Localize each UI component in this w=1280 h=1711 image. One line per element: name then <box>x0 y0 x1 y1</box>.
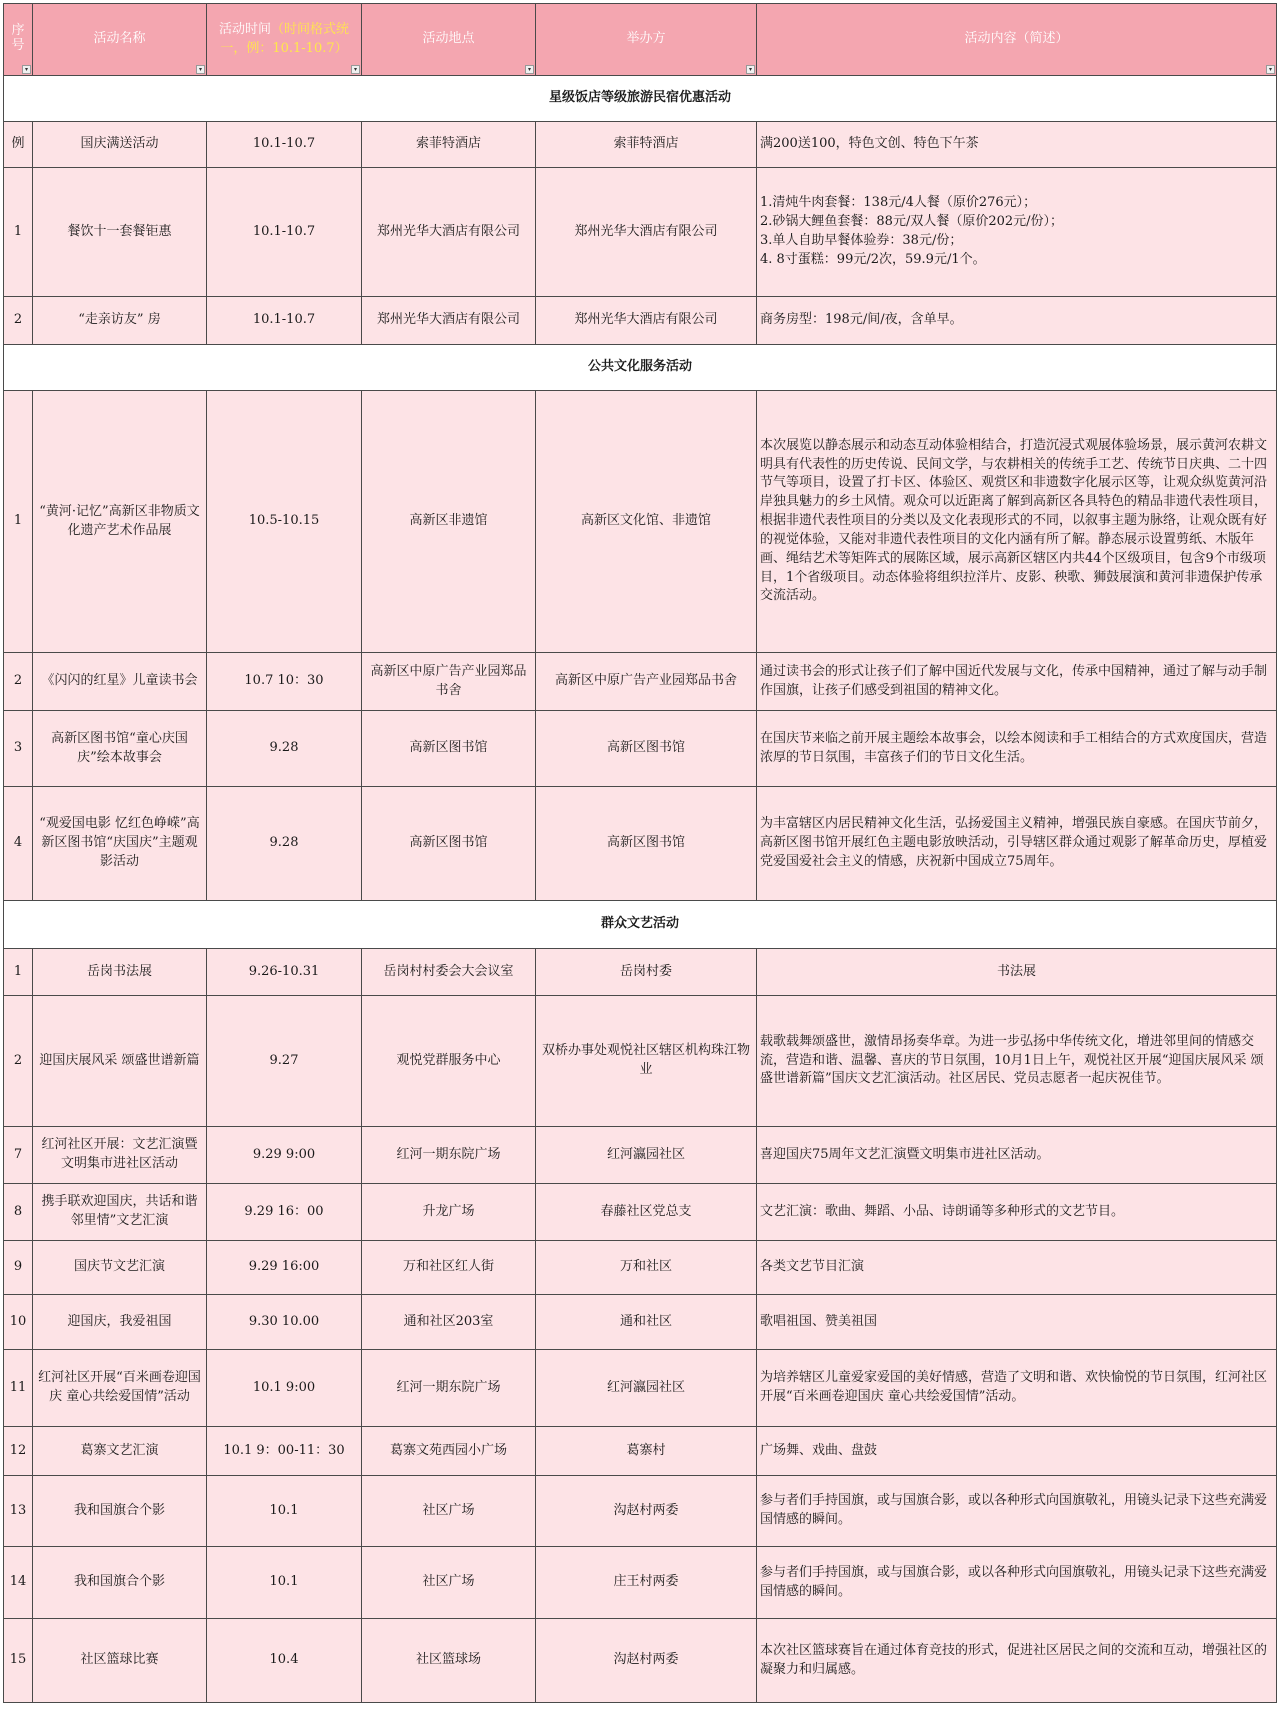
cell-seq: 10 <box>4 1295 33 1350</box>
cell-place: 高新区非遗馆 <box>362 391 536 653</box>
cell-host: 沟赵村两委 <box>536 1619 757 1703</box>
cell-content: 文艺汇演：歌曲、舞蹈、小品、诗朗诵等多种形式的文艺节目。 <box>757 1184 1277 1241</box>
table-row <box>4 787 1277 901</box>
cell-time: 10.1-10.7 <box>207 122 362 168</box>
cell-name: 我和国旗合个影 <box>33 1476 207 1547</box>
cell-host: 郑州光华大酒店有限公司 <box>536 297 757 345</box>
cell-host: 通和社区 <box>536 1295 757 1350</box>
cell-place: 红河一期东院广场 <box>362 1127 536 1184</box>
cell-place: 郑州光华大酒店有限公司 <box>362 297 536 345</box>
table-row <box>4 1350 1277 1427</box>
cell-place: 观悦党群服务中心 <box>362 996 536 1127</box>
cell-name: “黄河·记忆”高新区非物质文化遗产艺术作品展 <box>33 391 207 653</box>
table-row <box>4 1619 1277 1703</box>
cell-name: 携手联欢迎国庆，共话和谐邻里情”文艺汇演 <box>33 1184 207 1241</box>
cell-seq: 15 <box>4 1619 33 1703</box>
header-host-label: 举办方 <box>626 31 666 47</box>
cell-place: 通和社区203室 <box>362 1295 536 1350</box>
cell-name: 我和国旗合个影 <box>33 1547 207 1619</box>
filter-dropdown-icon[interactable]: ▾ <box>746 65 755 74</box>
cell-seq: 8 <box>4 1184 33 1241</box>
cell-time: 10.7 10：30 <box>207 653 362 711</box>
filter-dropdown-icon[interactable]: ▾ <box>22 65 31 74</box>
cell-name: 岳岗书法展 <box>33 949 207 996</box>
header-row <box>4 4 1277 76</box>
section-title: 公共文化服务活动 <box>4 345 1277 391</box>
table-row <box>4 122 1277 168</box>
header-place-label: 活动地点 <box>422 31 475 47</box>
cell-host: 高新区文化馆、非遗馆 <box>536 391 757 653</box>
cell-seq: 7 <box>4 1127 33 1184</box>
cell-seq: 3 <box>4 711 33 787</box>
cell-content: 本次展览以静态展示和动态互动体验相结合，打造沉浸式观展体验场景，展示黄河农耕文明具有代表性的历史传说、民间文学，与农耕相关的传统手工艺、传统节日庆典、二十四节气等项目，设置了打卡区、体验区、观赏区和非遗数字化展示区等，让观众纵览黄河沿岸独具魅力的乡土风情。观众可以近距离了解到高新区各具特色的精品非遗代表性项目，根据非遗代表性项目的分类以及文化表现形式的不同，以叙事主题为脉络，让观众既有好的视觉体验，又能对非遗代表性项目的文化内涵有所了解。静态展示设置剪纸、木版年画、绳结艺术等矩阵式的展陈区域，展示高新区辖区内共44个区级项目，包含9个市级项目，1个省级项目。动态体验将组织拉洋片、皮影、秧歌、狮鼓展演和黄河非遗保护传承交流活动。 <box>757 391 1277 653</box>
cell-place: 社区篮球场 <box>362 1619 536 1703</box>
cell-time: 10.1 9：00-11：30 <box>207 1427 362 1476</box>
cell-place: 高新区图书馆 <box>362 711 536 787</box>
cell-seq: 12 <box>4 1427 33 1476</box>
cell-place: 郑州光华大酒店有限公司 <box>362 168 536 297</box>
cell-content: 为丰富辖区内居民精神文化生活，弘扬爱国主义精神，增强民族自豪感。在国庆节前夕，高新区图书馆开展红色主题电影放映活动，引导辖区群众通过观影了解革命历史，厚植爱党爱国爱社会主义的情感，庆祝新中国成立75周年。 <box>757 787 1277 901</box>
header-seq-label: 序号 <box>11 22 25 54</box>
header-host <box>536 4 757 76</box>
table-row <box>4 949 1277 996</box>
cell-seq: 4 <box>4 787 33 901</box>
section-header-row <box>4 76 1277 122</box>
cell-place: 万和社区红人街 <box>362 1241 536 1295</box>
section-header-row <box>4 901 1277 949</box>
cell-content: 参与者们手持国旗，或与国旗合影，或以各种形式向国旗敬礼，用镜头记录下这些充满爱国情感的瞬间。 <box>757 1476 1277 1547</box>
table-row <box>4 297 1277 345</box>
cell-content: 商务房型：198元/间/夜，含单早。 <box>757 297 1277 345</box>
table-row <box>4 1476 1277 1547</box>
cell-name: 红河社区开展：文艺汇演暨文明集市进社区活动 <box>33 1127 207 1184</box>
filter-dropdown-icon[interactable]: ▾ <box>351 65 360 74</box>
table-row <box>4 996 1277 1127</box>
section-title: 星级饭店等级旅游民宿优惠活动 <box>4 76 1277 122</box>
header-time-hint: （时间格式统一，例：10.1-10.7） <box>220 21 350 56</box>
cell-name: 葛寨文艺汇演 <box>33 1427 207 1476</box>
cell-content: 载歌载舞颂盛世，激情昂扬奏华章。为进一步弘扬中华传统文化，增进邻里间的情感交流，营造和谐、温馨、喜庆的节日氛围，10月1日上午，观悦社区开展“迎国庆展风采 颂盛世谱新篇”国庆文艺汇演活动。社区居民、党员志愿者一起庆祝佳节。 <box>757 996 1277 1127</box>
cell-time: 10.1-10.7 <box>207 168 362 297</box>
cell-place: 社区广场 <box>362 1547 536 1619</box>
table-row <box>4 1295 1277 1350</box>
table-row <box>4 1427 1277 1476</box>
cell-seq: 2 <box>4 996 33 1127</box>
header-time <box>207 4 362 76</box>
cell-seq: 1 <box>4 391 33 653</box>
cell-content: 书法展 <box>757 949 1277 996</box>
table-row <box>4 1241 1277 1295</box>
cell-host: 沟赵村两委 <box>536 1476 757 1547</box>
cell-seq: 2 <box>4 653 33 711</box>
cell-place: 高新区中原广告产业园郑品书舍 <box>362 653 536 711</box>
cell-host: 庄王村两委 <box>536 1547 757 1619</box>
cell-time: 9.28 <box>207 787 362 901</box>
cell-host: 索菲特酒店 <box>536 122 757 168</box>
cell-name: 高新区图书馆“童心庆国庆”绘本故事会 <box>33 711 207 787</box>
cell-content: 为培养辖区儿童爱家爱国的美好情感，营造了文明和谐、欢快愉悦的节日氛围，红河社区开展“百米画卷迎国庆 童心共绘爱国情”活动。 <box>757 1350 1277 1427</box>
filter-dropdown-icon[interactable]: ▾ <box>196 65 205 74</box>
table-row <box>4 1547 1277 1619</box>
cell-host: 万和社区 <box>536 1241 757 1295</box>
table-row <box>4 711 1277 787</box>
cell-seq: 11 <box>4 1350 33 1427</box>
cell-time: 9.30 10.00 <box>207 1295 362 1350</box>
cell-time: 10.5-10.15 <box>207 391 362 653</box>
activity-table <box>3 3 1277 1703</box>
activity-table-sheet <box>3 3 1276 1703</box>
cell-place: 索菲特酒店 <box>362 122 536 168</box>
cell-time: 9.27 <box>207 996 362 1127</box>
header-seq <box>4 4 33 76</box>
cell-host: 春藤社区党总支 <box>536 1184 757 1241</box>
cell-time: 9.26-10.31 <box>207 949 362 996</box>
filter-dropdown-icon[interactable]: ▾ <box>1266 65 1275 74</box>
cell-place: 升龙广场 <box>362 1184 536 1241</box>
cell-time: 10.1 <box>207 1547 362 1619</box>
table-row <box>4 1127 1277 1184</box>
cell-time: 10.1-10.7 <box>207 297 362 345</box>
table-row <box>4 653 1277 711</box>
filter-dropdown-icon[interactable]: ▾ <box>525 65 534 74</box>
cell-content: 各类文艺节目汇演 <box>757 1241 1277 1295</box>
cell-host: 高新区图书馆 <box>536 711 757 787</box>
cell-place: 葛寨文苑西园小广场 <box>362 1427 536 1476</box>
cell-content: 歌唱祖国、赞美祖国 <box>757 1295 1277 1350</box>
cell-name: “走亲访友” 房 <box>33 297 207 345</box>
header-name-label: 活动名称 <box>93 31 146 47</box>
cell-time: 9.29 16：00 <box>207 1184 362 1241</box>
cell-place: 社区广场 <box>362 1476 536 1547</box>
table-row <box>4 391 1277 653</box>
cell-time: 10.1 <box>207 1476 362 1547</box>
cell-time: 9.28 <box>207 711 362 787</box>
header-content <box>757 4 1277 76</box>
cell-name: 红河社区开展“百米画卷迎国庆 童心共绘爱国情”活动 <box>33 1350 207 1427</box>
cell-host: 高新区图书馆 <box>536 787 757 901</box>
header-name <box>33 4 207 76</box>
cell-name: 国庆节文艺汇演 <box>33 1241 207 1295</box>
cell-place: 红河一期东院广场 <box>362 1350 536 1427</box>
header-place <box>362 4 536 76</box>
cell-seq: 1 <box>4 168 33 297</box>
cell-content: 在国庆节来临之前开展主题绘本故事会，以绘本阅读和手工相结合的方式欢度国庆，营造浓厚的节日氛围，丰富孩子们的节日文化生活。 <box>757 711 1277 787</box>
cell-host: 葛寨村 <box>536 1427 757 1476</box>
cell-content: 通过读书会的形式让孩子们了解中国近代发展与文化，传承中国精神，通过了解与动手制作国旗，让孩子们感受到祖国的精神文化。 <box>757 653 1277 711</box>
cell-content: 广场舞、戏曲、盘鼓 <box>757 1427 1277 1476</box>
cell-name: 国庆满送活动 <box>33 122 207 168</box>
cell-time: 9.29 9:00 <box>207 1127 362 1184</box>
cell-name: 《闪闪的红星》儿童读书会 <box>33 653 207 711</box>
cell-seq: 9 <box>4 1241 33 1295</box>
cell-content: 满200送100，特色文创、特色下午茶 <box>757 122 1277 168</box>
cell-content: 参与者们手持国旗，或与国旗合影，或以各种形式向国旗敬礼，用镜头记录下这些充满爱国情感的瞬间。 <box>757 1547 1277 1619</box>
cell-seq: 14 <box>4 1547 33 1619</box>
cell-host: 郑州光华大酒店有限公司 <box>536 168 757 297</box>
cell-name: 迎国庆展风采 颂盛世谱新篇 <box>33 996 207 1127</box>
cell-name: 餐饮十一套餐钜惠 <box>33 168 207 297</box>
table-row <box>4 1184 1277 1241</box>
cell-name: 社区篮球比赛 <box>33 1619 207 1703</box>
cell-seq: 2 <box>4 297 33 345</box>
cell-content: 喜迎国庆75周年文艺汇演暨文明集市进社区活动。 <box>757 1127 1277 1184</box>
cell-time: 10.1 9:00 <box>207 1350 362 1427</box>
header-time-label: 活动时间 <box>218 21 271 37</box>
cell-host: 红河瀛园社区 <box>536 1127 757 1184</box>
cell-name: 迎国庆，我爱祖国 <box>33 1295 207 1350</box>
cell-content: 1.清炖牛肉套餐：138元/4人餐（原价276元）； 2.砂锅大鲤鱼套餐：88元/双人餐（原价202元/份）； 3.单人自助早餐体验券：38元/份； 4. 8寸蛋糕：99元/2次，59.9元/1个。 <box>757 168 1277 297</box>
cell-seq: 13 <box>4 1476 33 1547</box>
table-row <box>4 168 1277 297</box>
cell-seq: 1 <box>4 949 33 996</box>
cell-seq: 例 <box>4 122 33 168</box>
section-header-row <box>4 345 1277 391</box>
header-content-label: 活动内容（简述） <box>964 31 1069 47</box>
section-title: 群众文艺活动 <box>4 901 1277 949</box>
cell-time: 9.29 16:00 <box>207 1241 362 1295</box>
cell-host: 岳岗村委 <box>536 949 757 996</box>
cell-host: 高新区中原广告产业园郑品书舍 <box>536 653 757 711</box>
cell-host: 红河瀛园社区 <box>536 1350 757 1427</box>
cell-place: 岳岗村村委会大会议室 <box>362 949 536 996</box>
cell-host: 双桥办事处观悦社区辖区机构珠江物业 <box>536 996 757 1127</box>
cell-content: 本次社区篮球赛旨在通过体育竞技的形式，促进社区居民之间的交流和互动，增强社区的凝聚力和归属感。 <box>757 1619 1277 1703</box>
cell-time: 10.4 <box>207 1619 362 1703</box>
cell-place: 高新区图书馆 <box>362 787 536 901</box>
cell-name: “观爱国电影 忆红色峥嵘”高新区图书馆“庆国庆”主题观影活动 <box>33 787 207 901</box>
